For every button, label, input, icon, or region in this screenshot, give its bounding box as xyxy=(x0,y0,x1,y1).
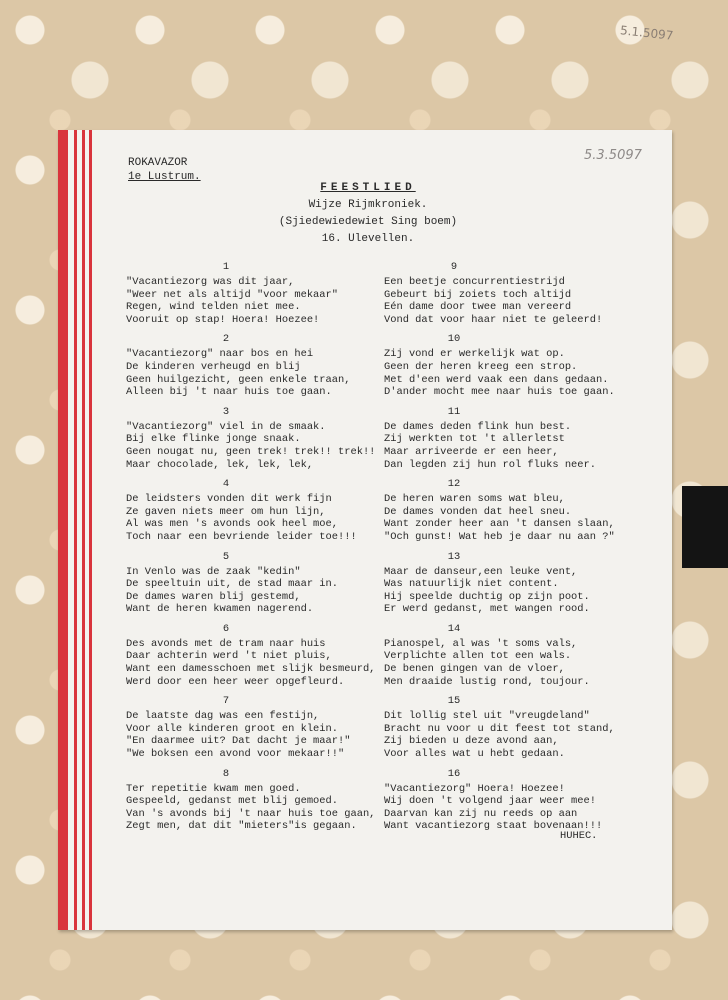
stanza xyxy=(384,258,674,326)
signature: HUHEC. xyxy=(560,830,598,842)
stanza-number: 16 xyxy=(447,767,461,780)
verse-line: Zegt men, dat dit "mieters"is gegaan. xyxy=(126,820,357,833)
verse-line: Want zonder heer aan 't dansen slaan, xyxy=(384,518,615,531)
stanza xyxy=(126,330,386,398)
verse-line: De dames vonden dat heel sneu. xyxy=(384,505,572,518)
verse-line: De heren waren soms wat bleu, xyxy=(384,493,565,506)
verse-line: Ze gaven niets meer om hun lijn, xyxy=(126,505,326,518)
stanza-number: 3 xyxy=(222,405,230,418)
stanza xyxy=(384,330,674,398)
verse-line: Verplichte allen tot een wals. xyxy=(384,650,572,663)
stanza-number: 1 xyxy=(222,261,230,273)
stanza xyxy=(126,765,386,833)
org-subtitle: 1e Lustrum. xyxy=(128,171,201,183)
song-sheet xyxy=(58,130,672,930)
stanza xyxy=(384,692,674,760)
stanza-number: 6 xyxy=(222,622,230,635)
verse-line: Des avonds met de tram naar huis xyxy=(126,637,326,650)
verse-line: Dit lollig stel uit "vreugdeland" xyxy=(384,710,590,723)
verse-line: Toch naar een bevriende leider toe!!! xyxy=(126,530,357,543)
stanza-number: 11 xyxy=(447,405,461,418)
archive-pencil-note: 5.1.5097 xyxy=(619,23,675,43)
verse-line: Gespeeld, gedanst met blij gemoed. xyxy=(126,795,339,808)
stanza xyxy=(384,403,674,471)
verse-line: De laatste dag was een festijn, xyxy=(126,710,320,723)
stanza-number: 14 xyxy=(447,622,461,635)
verse-line: "Och gunst! Wat heb je daar nu aan ?" xyxy=(384,530,615,543)
verse-line: Maar chocolade, lek, lek, lek, xyxy=(126,458,314,471)
stanza-number: 13 xyxy=(447,550,461,563)
org-name: ROKAVAZOR xyxy=(128,157,188,169)
verse-line: De benen gingen van de vloer, xyxy=(384,663,565,676)
stanza-number: 9 xyxy=(450,261,458,273)
verse-line: Ter repetitie kwam men goed. xyxy=(126,782,301,795)
verse-line: Pianospel, al was 't soms vals, xyxy=(384,637,578,650)
verse-line: "We boksen een avond voor mekaar!!" xyxy=(126,748,345,761)
verse-line: Met d'een werd vaak een dans gedaan. xyxy=(384,373,609,386)
verse-line: Dan legden zij hun rol fluks neer. xyxy=(384,458,597,471)
verse-line: Bij elke flinke jonge snaak. xyxy=(126,433,301,446)
stanza-number: 8 xyxy=(222,767,230,780)
stanza xyxy=(126,258,386,326)
verse-line: Geen nougat nu, geen trek! trek!! trek!! xyxy=(126,445,376,458)
verse-line: Geen der heren kreeg een strop. xyxy=(384,360,578,373)
song-subtitle-1: Wijze Rijmkroniek. xyxy=(308,199,428,211)
verse-line: Daar achterin werd 't niet pluis, xyxy=(126,650,332,663)
verse-line: De leidsters vonden dit werk fijn xyxy=(126,493,332,506)
verse-line: Er werd gedanst, met wangen rood. xyxy=(384,603,590,616)
verse-line: Zij vond er werkelijk wat op. xyxy=(384,348,565,361)
verse-line: Men draaide lustig rond, toujour. xyxy=(384,675,590,688)
stanza xyxy=(126,692,386,760)
verse-line: De dames deden flink hun best. xyxy=(384,420,572,433)
verse-line: Wij doen 't volgend jaar weer mee! xyxy=(384,795,597,808)
stanza xyxy=(384,548,674,616)
verse-line: Alleen bij 't naar huis toe gaan. xyxy=(126,386,332,399)
stanza-number: 12 xyxy=(447,478,461,491)
stanza xyxy=(384,620,674,688)
verse-line: Zij bieden u deze avond aan, xyxy=(384,735,559,748)
stanza-number: 10 xyxy=(447,333,461,346)
verse-line: De kinderen verheugd en blij xyxy=(126,360,301,373)
stanza-number: 7 xyxy=(222,695,230,708)
verse-line: Werd door een heer weer opgefleurd. xyxy=(126,675,345,688)
verse-line: Voor alles wat u hebt gedaan. xyxy=(384,748,565,761)
song-header xyxy=(248,180,488,248)
verse-line: Hij speelde duchtig op zijn poot. xyxy=(384,590,590,603)
handwritten-catalog-number: 5.3.5097 xyxy=(584,148,642,163)
verse-line: "Vacantiezorg" Hoera! Hoezee! xyxy=(384,782,565,795)
stanza xyxy=(384,765,674,833)
verse-line: "Weer net als altijd "voor mekaar" xyxy=(126,288,339,301)
stanza xyxy=(126,403,386,471)
verse-line: Vond dat voor haar niet te geleerd! xyxy=(384,313,603,326)
background-dark-patch xyxy=(682,486,728,568)
verse-line: Van 's avonds bij 't naar huis toe gaan, xyxy=(126,807,376,820)
stanza xyxy=(126,620,386,688)
verse-line: "En daarmee uit? Dat dacht je maar!" xyxy=(126,735,351,748)
verse-line: Want een damesschoen met slijk besmeurd, xyxy=(126,663,376,676)
stanza-number: 4 xyxy=(222,478,230,491)
verse-line: Maar arriveerde er een heer, xyxy=(384,445,559,458)
verse-line: Al was men 's avonds ook heel moe, xyxy=(126,518,339,531)
verse-line: De dames waren blij gestemd, xyxy=(126,590,301,603)
left-stanza-column xyxy=(126,254,386,833)
song-subtitle-3: 16. Ulevellen. xyxy=(321,233,415,245)
verse-line: Regen, wind telden niet mee. xyxy=(126,301,301,314)
verse-line: Voor alle kinderen groot en klein. xyxy=(126,722,339,735)
song-title: FEESTLIED xyxy=(320,182,416,194)
stanza-number: 2 xyxy=(222,333,230,346)
red-margin-stripes xyxy=(58,130,94,930)
verse-line: Gebeurt bij zoiets toch altijd xyxy=(384,288,572,301)
verse-line: "Vacantiezorg was dit jaar, xyxy=(126,276,295,288)
verse-line: Daarvan kan zij nu reeds op aan xyxy=(384,807,578,820)
stanza-number: 5 xyxy=(222,550,230,563)
right-stanza-column xyxy=(384,254,674,833)
verse-line: Zij werkten tot 't allerletst xyxy=(384,433,565,446)
verse-line: Want de heren kwamen nagerend. xyxy=(126,603,314,616)
stanza xyxy=(126,548,386,616)
verse-line: D'ander mocht mee naar huis toe gaan. xyxy=(384,386,615,399)
verse-line: Vooruit op stap! Hoera! Hoezee! xyxy=(126,313,320,326)
verse-line: "Vacantiezorg" viel in de smaak. xyxy=(126,420,326,433)
verse-line: Een beetje concurrentiestrijd xyxy=(384,276,565,288)
verse-line: De speeltuin uit, de stad maar in. xyxy=(126,578,339,591)
organization-heading xyxy=(128,156,201,184)
verse-line: Maar de danseur,een leuke vent, xyxy=(384,565,578,578)
verse-line: Want vacantiezorg staat bovenaan!!! xyxy=(384,820,603,833)
verse-line: Bracht nu voor u dit feest tot stand, xyxy=(384,722,615,735)
verse-line: Eén dame door twee man vereerd xyxy=(384,301,572,314)
verse-line: Was natuurlijk niet content. xyxy=(384,578,559,591)
stanza xyxy=(126,475,386,543)
verse-line: In Venlo was de zaak "kedin" xyxy=(126,565,301,578)
stanza-number: 15 xyxy=(447,695,461,708)
verse-line: Geen huilgezicht, geen enkele traan, xyxy=(126,373,351,386)
song-subtitle-2: (Sjiedewiedewiet Sing boem) xyxy=(278,216,458,228)
verse-line: "Vacantiezorg" naar bos en hei xyxy=(126,348,314,361)
stanza xyxy=(384,475,674,543)
